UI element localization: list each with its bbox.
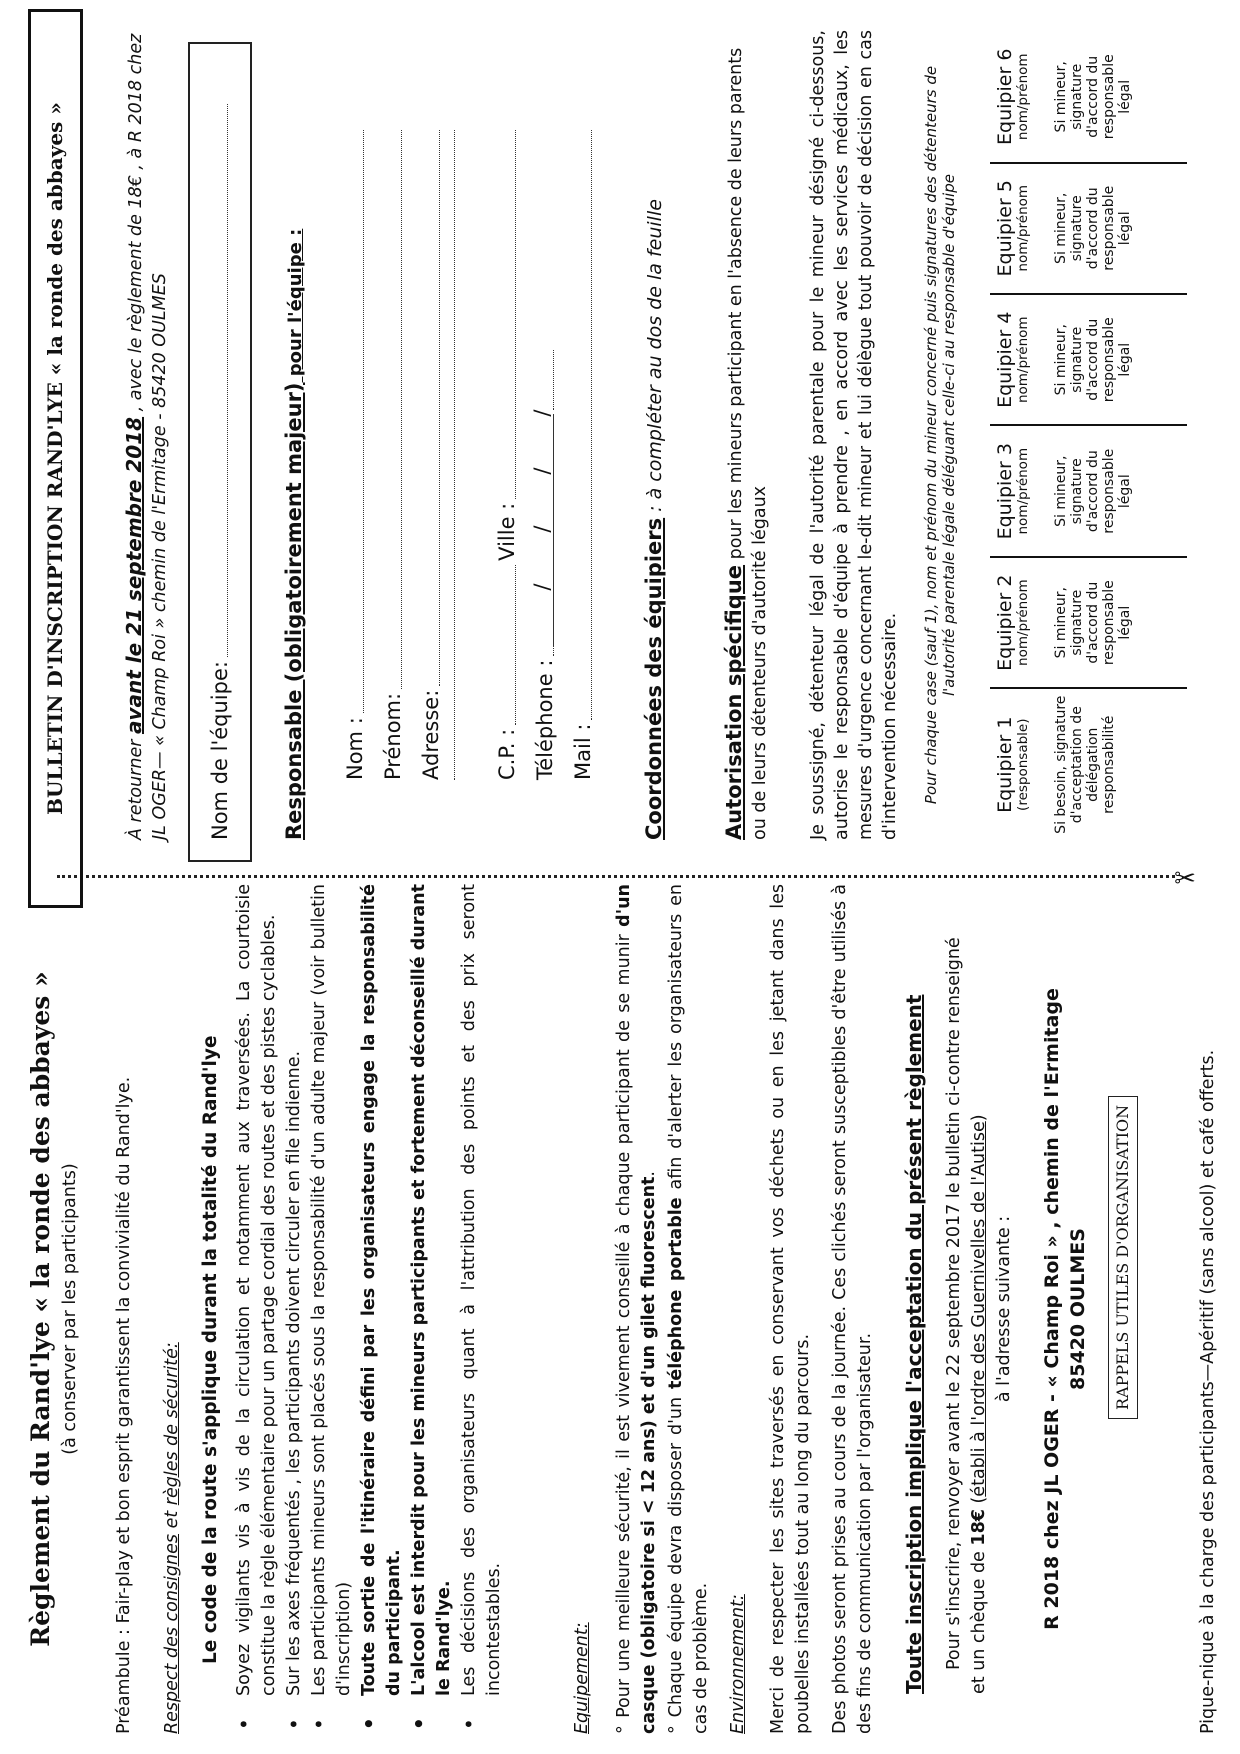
- respect-heading-part3: règles de sécurité:: [162, 1342, 182, 1506]
- nom-input[interactable]: [363, 130, 364, 713]
- scissors-icon: ✂: [1174, 864, 1196, 895]
- bulletin-section: [0, 20, 1240, 860]
- equipier-name: Equipier 2: [994, 574, 1016, 671]
- rule-item: • Soyez vigilants vis à vis de la circulation et notamment aux traversées. La courtoisie constitue la règle élémentaire pour un partage cordial des routes et des pistes cyclables.: [232, 884, 282, 1734]
- cp-input[interactable]: [515, 565, 516, 725]
- prenom-label: Prénom:: [381, 692, 405, 780]
- equipier-cell[interactable]: [990, 163, 1187, 294]
- reglement-section: [0, 884, 1240, 1734]
- soussigne-text: Je soussigné, détenteur légal de l'autorité parentale pour le mineur désigné ci-dessous, autorise le responsable d'équipe à prendre , en accord avec les services médicaux, les mesures d'urgence concernant le-dit mineur et lui délègue tout pouvoir de décision en cas d'intervention nécessaire.: [808, 30, 900, 840]
- equipier-name: Equipier 4: [994, 311, 1016, 408]
- return-text: À retourner: [126, 734, 146, 840]
- ville-input[interactable]: [515, 130, 516, 499]
- equipiers-table: [990, 32, 1187, 840]
- inscription-text: [942, 924, 992, 1694]
- equipier-sub: nom/prénom: [1015, 579, 1031, 666]
- equipement-text-end: .: [639, 1171, 659, 1177]
- environnement-heading: Environnement:: [728, 1594, 748, 1734]
- telephone-label: Téléphone :: [533, 659, 557, 780]
- equipier-cell[interactable]: [990, 32, 1187, 163]
- equipier-signature-note: Si mineur, signature d'accord du responsable légal: [1053, 185, 1133, 271]
- equipement-item-1: [612, 884, 662, 1734]
- inscription-text-c: (: [969, 1496, 989, 1510]
- equipier-name: Equipier 3: [994, 443, 1016, 540]
- telephone-segment[interactable]: [553, 588, 554, 646]
- equipier-cell[interactable]: [990, 425, 1187, 556]
- address-line-2: 85420 OULMES: [1067, 1228, 1089, 1390]
- autorisation-paragraph: [722, 30, 772, 840]
- equipier-signature-note: Si mineur, signature d'accord du responsable légal: [1053, 580, 1133, 666]
- adresse-label: Adresse:: [419, 689, 443, 780]
- nom-field: [340, 130, 370, 780]
- equipiers-header-row: [990, 32, 1187, 840]
- equipier-sub: nom/prénom: [1015, 53, 1031, 141]
- cp-label: C.P. :: [495, 728, 519, 780]
- telephone-field: [530, 280, 560, 780]
- respect-heading-part2: et: [162, 1505, 182, 1534]
- address-line-1: R 2018 chez JL OGER - « Champ Roi » , chemin de l'Ermitage: [1041, 988, 1063, 1630]
- inscription-address-intro: à l'adresse suivante :: [994, 1215, 1014, 1403]
- equipement-emphasis: d'un casque (obligatoire si < 12 ans) et d'un gilet fluorescent: [614, 884, 659, 1734]
- preambule: Préambule : Fair-play et bon esprit garantissent la convivialité du Rand'lye.: [114, 1076, 134, 1734]
- adresse-field-line2: [454, 130, 461, 780]
- responsable-heading: [282, 229, 308, 840]
- ville-label: Ville :: [495, 502, 519, 561]
- team-name-label: Nom de l'équipe:: [207, 661, 232, 840]
- bulletin-title: BULLETIN D'INSCRIPTION RAND'LYE « la ronde des abbayes »: [43, 102, 67, 815]
- cut-line: [57, 875, 1175, 878]
- coordonnees-title: Coordonnées des équipiers: [642, 517, 666, 840]
- environnement-text-1: Merci de respecter les sites traversés en conservant vos déchets ou en les jetant dans les poubelles installées tout au long du parcours.: [768, 884, 813, 1734]
- rule-item: • Toute sortie de l'itinéraire défini par les organisateurs engage la responsabilité du participant.: [357, 884, 407, 1734]
- autorisation-heading: Autorisation spécifique: [722, 564, 746, 840]
- code-route-heading: Le code de la route s'applique durant la totalité du Rand'lye: [200, 1035, 221, 1664]
- equipier-cell[interactable]: [990, 557, 1187, 688]
- pique-nique-note: Pique-nique à la charge des participants—Apéritif (sans alcool) et café offerts.: [1198, 1049, 1218, 1734]
- nom-label: Nom :: [343, 717, 367, 780]
- rule-item: • Sur les axes fréquentés , les participants doivent circuler en file indienne.: [282, 884, 307, 1734]
- equipement-text-end: afin d'alerter les organisateurs en cas de problème.: [666, 884, 711, 1734]
- equipier-sub: nom/prénom: [1015, 447, 1031, 535]
- equipier-sub: nom/prénom: [1015, 316, 1031, 404]
- equipier-name: Equipier 6: [994, 48, 1016, 145]
- respect-heading-part1: Respect des consignes: [162, 1533, 182, 1734]
- equipier-sub: (responsable): [1015, 718, 1031, 811]
- prenom-input[interactable]: [401, 130, 402, 689]
- equipier-cell[interactable]: [990, 294, 1187, 425]
- coordonnees-note: : à compléter au dos de la feuille: [644, 199, 666, 518]
- equipier-name: Equipier 5: [994, 180, 1016, 277]
- autorisation-text: pour les mineurs participant en l'absence de leurs parents ou de leurs détenteurs d'autorité légaux: [726, 47, 770, 840]
- telephone-segment[interactable]: [553, 530, 554, 588]
- mail-label: Mail :: [571, 723, 595, 780]
- instruction-text: Pour chaque case (sauf 1), nom et prénom du mineur concerné puis signatures des détenteurs de l'autorité parentale légale déléguant celle-ci au responsable d'équipe: [922, 65, 958, 805]
- team-name-box: [188, 42, 252, 862]
- bulletin-title-box: [28, 9, 83, 908]
- return-address: , avec le règlement de 18€ , à R 2018 chez JL OGER— « Champ Roi » chemin de l'Ermitage - 85420 OULMES: [126, 33, 170, 840]
- telephone-input-end[interactable]: [553, 350, 554, 410]
- inscription-price: 18€: [969, 1509, 989, 1546]
- reglement-title: Règlement du Rand'lye « la ronde des abbayes »: [26, 971, 55, 1647]
- equipement-text: ° Pour une meilleure sécurité, il est vivement conseillé à chaque participant de se munir: [614, 926, 634, 1734]
- equipier-signature-note: Si mineur, signature d'accord du responsable légal: [1053, 448, 1133, 534]
- equipier-name: Equipier 1: [994, 716, 1016, 813]
- inscription-text-e: ): [969, 1114, 989, 1122]
- equipement-item-2: [664, 884, 714, 1734]
- rules-list: [232, 884, 507, 1734]
- rappels-box: RAPPELS UTILES D'ORGANISATION: [1108, 1096, 1138, 1419]
- rule-item: • L'alcool est interdit pour les mineurs participants et fortement déconseillé durant le Rand'lye.: [407, 884, 457, 1734]
- team-name-input[interactable]: [227, 104, 228, 657]
- telephone-segment[interactable]: [553, 414, 554, 472]
- cp-ville-field: [492, 130, 522, 780]
- coordonnees-heading: [642, 199, 668, 840]
- environnement-text-2: Des photos seront prises au cours de la journée. Ces clichés seront susceptibles d'être utilisés à des fins de communication par l'organisateur.: [830, 884, 875, 1734]
- equipier-sub: nom/prénom: [1015, 184, 1031, 272]
- telephone-input[interactable]: [553, 646, 554, 656]
- inscription-payee: établi à l'ordre des Guernivelles de l'Autise: [969, 1121, 989, 1497]
- adresse-input[interactable]: [439, 130, 440, 686]
- mail-field: [568, 130, 598, 780]
- equipier-cell[interactable]: [990, 688, 1187, 840]
- equipier-signature-note: Si mineur, signature d'accord du responsable légal: [1053, 317, 1133, 403]
- respect-heading: [160, 884, 185, 1734]
- adresse-input-line2[interactable]: [454, 130, 455, 780]
- reglement-subtitle: (à conserver par les participants): [60, 1163, 80, 1455]
- equipement-heading: Equipement:: [572, 1622, 592, 1734]
- telephone-segment[interactable]: [553, 472, 554, 530]
- return-instructions: [122, 30, 172, 840]
- equipier-signature-note: Si mineur, signature d'accord du responsable légal: [1053, 54, 1133, 140]
- responsable-heading-main: Responsable (obligatoirement majeur): [282, 382, 306, 840]
- adresse-field: [416, 130, 446, 780]
- inscription-text-a: Pour s'inscrire, renvoyer avant le 22 septembre 2017 le bulletin ci-contre renseigné et un chèque de: [944, 937, 989, 1694]
- rule-item: • Les participants mineurs sont placés sous la responsabilité d'un adulte majeur (voir bulletin d'inscription): [307, 884, 357, 1734]
- inscription-heading: Toute inscription implique l'acceptation du présent règlement: [902, 994, 926, 1694]
- prenom-field: [378, 130, 408, 780]
- responsable-heading-suffix: pour l'équipe :: [285, 228, 306, 383]
- return-deadline: avant le 21 septembre 2018: [122, 416, 146, 735]
- equipement-text: ° Chaque équipe devra disposer d'un: [666, 1389, 686, 1734]
- mail-input[interactable]: [591, 130, 592, 720]
- rule-item: • Les décisions des organisateurs quant à l'attribution des points et des prix seront incontestables.: [457, 884, 507, 1734]
- equipier-signature-note: Si besoin, signature d'acceptation de délégation responsabilité: [1053, 695, 1117, 834]
- equipement-emphasis: téléphone portable: [666, 1197, 686, 1390]
